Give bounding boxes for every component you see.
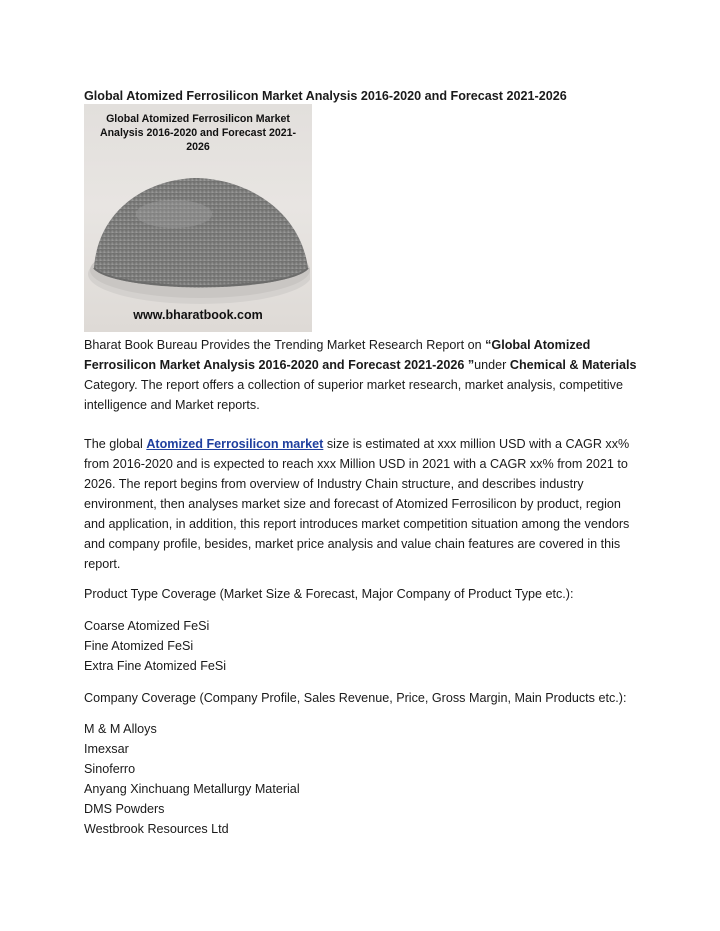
intro-paragraph [84, 335, 644, 415]
cover-title: Global Atomized Ferrosilicon Market Analysis 2016-2020 and Forecast 2021-2026 [99, 113, 297, 153]
list-item: Coarse Atomized FeSi [84, 619, 210, 633]
report-name: “Global Atomized Ferrosilicon Market Analysis 2016-2020 and Forecast 2021-2026 ” [84, 338, 591, 372]
page-title: Global Atomized Ferrosilicon Market Analysis 2016-2020 and Forecast 2021-2026 [84, 89, 567, 103]
product-coverage-heading: Product Type Coverage (Market Size & Forecast, Major Company of Product Type etc.): [84, 587, 574, 601]
cover-website-url: www.bharatbook.com [133, 308, 263, 322]
market-report-link[interactable]: Atomized Ferrosilicon market [146, 437, 324, 451]
list-item: Fine Atomized FeSi [84, 639, 194, 653]
report-category: Chemical & Materials [509, 358, 637, 372]
intro-lead: Bharat Book Bureau Provides the Trending Market Research Report on [84, 338, 486, 352]
product-type-list [84, 616, 644, 676]
intro-tail: Category. The report offers a collection of superior market research, market analysis, competitive intelligence and Market reports. [84, 378, 623, 412]
list-item: Anyang Xinchuang Metallurgy Material [84, 782, 300, 796]
list-item: Sinoferro [84, 762, 136, 776]
intro-under: under [474, 358, 510, 372]
list-item: DMS Powders [84, 802, 165, 816]
list-item: Extra Fine Atomized FeSi [84, 659, 227, 673]
powder-dish-illustration [86, 170, 310, 310]
company-list [84, 719, 644, 839]
report-cover-image [84, 104, 312, 332]
summary-tail: size is estimated at xxx million USD with a CAGR xx% from 2016-2020 and is expected to reach xxx Million USD in 2021 with a CAGR xx% from 2021 to 2026. The report begins from overview of Industry Chain structure, and describes industry environment, then analyses market size and forecast of Atomized Ferrosilicon by product, region and application, in addition, this report introduces market competition situation among the vendors and company profile, besides, market price analysis and value chain features are covered in this report. [84, 437, 630, 571]
list-item: Westbrook Resources Ltd [84, 822, 229, 836]
summary-paragraph [84, 434, 644, 574]
list-item: Imexsar [84, 742, 129, 756]
list-item: M & M Alloys [84, 722, 157, 736]
company-coverage-heading: Company Coverage (Company Profile, Sales Revenue, Price, Gross Margin, Main Products etc.): [84, 691, 627, 705]
summary-lead: The global [84, 437, 147, 451]
